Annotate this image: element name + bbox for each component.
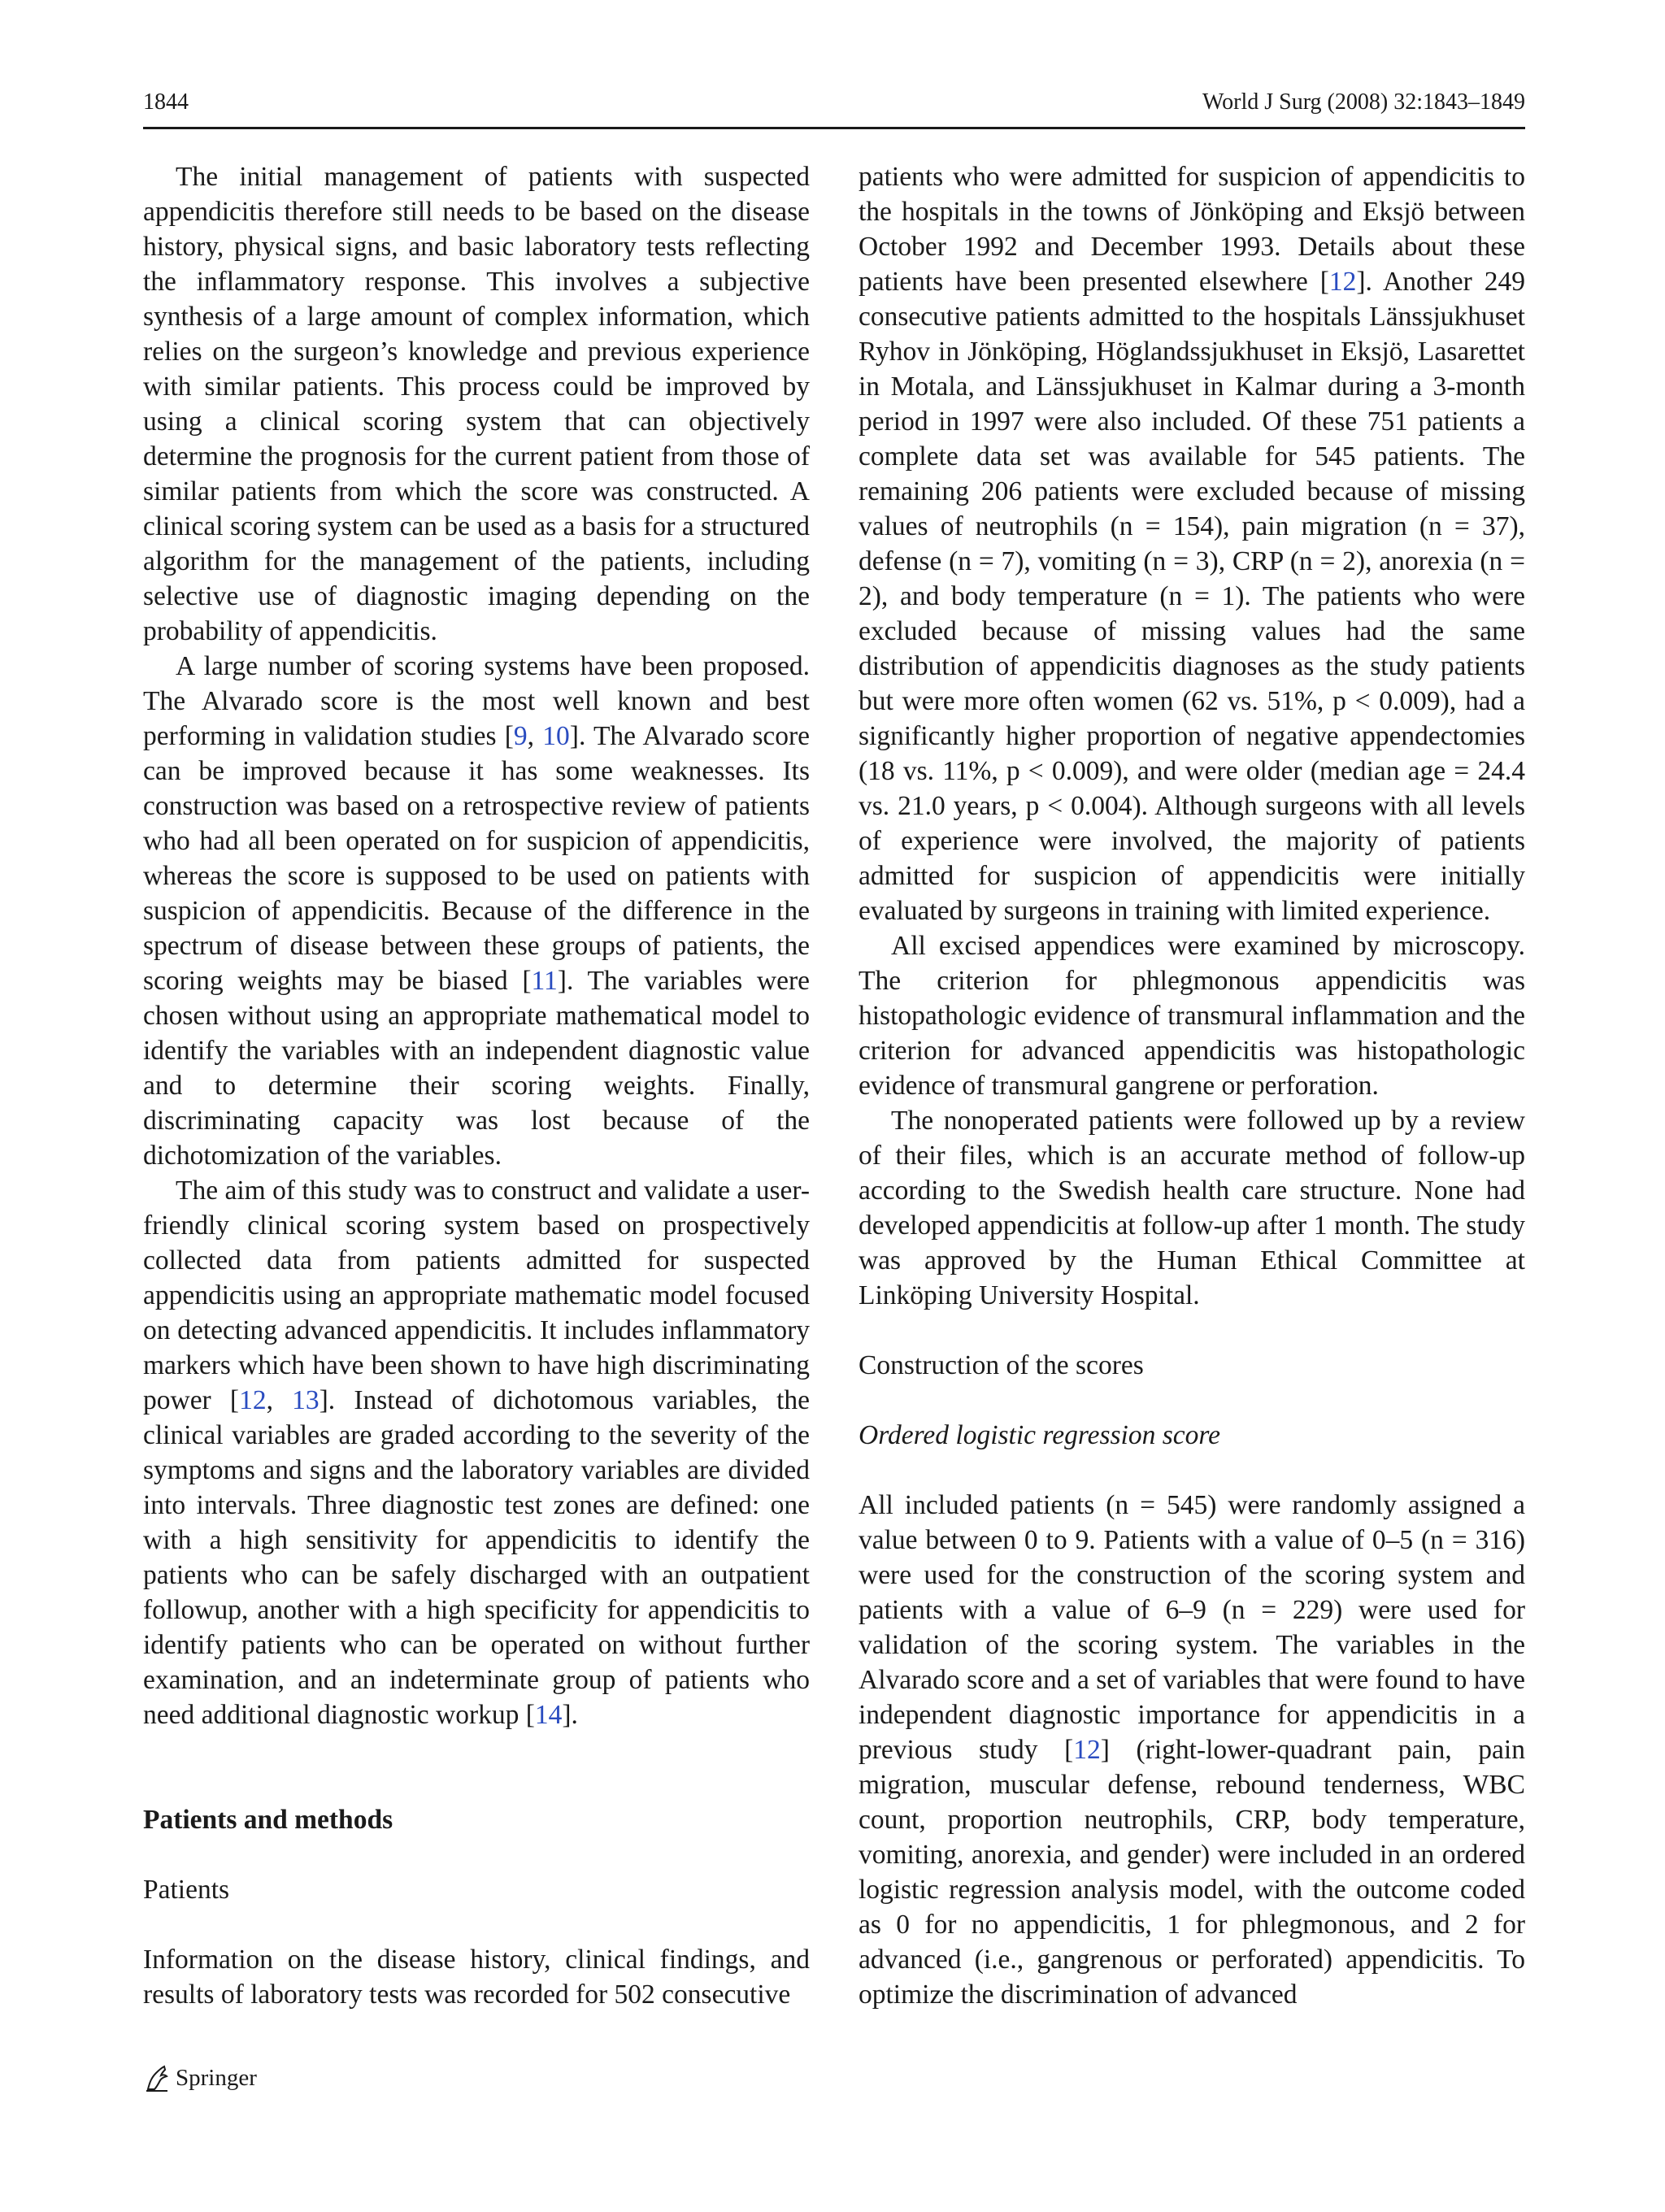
subsection-heading: Construction of the scores [859,1350,1144,1380]
citation-link[interactable]: 12 [1328,267,1357,297]
section-heading: Patients and methods [143,1805,393,1835]
paragraph: A large number of scoring systems have been proposed. The Alvarado score is the most well known and best performing in validation studies [9, 10]. The Alvarado score can be improved because it has some weaknesses. Its construction was based on a retrospective review of patients who had all been operated on for suspicion of appendicitis, whereas the score is supposed to be used on patients with suspicion of appendicitis. Because of the difference in the spectrum of disease between these groups of patients, the scoring weights may be biased [11]. The variables were chosen without using an appropriate mathematical model to identify the variables with an independent diagnostic value and to determine their scoring weights. Finally, discriminating capacity was lost because of the dichotomization of the variables. [143,651,811,1171]
page-footer [143,2062,257,2094]
citation-link[interactable]: 9 [513,721,528,751]
paragraph: The nonoperated patients were followed up by a review of their files, which is an accurate method of follow-up according to the Swedish health care structure. None had developed appendicitis at follow-up after 1 month. The study was approved by the Human Ethical Committee at Linköping University Hospital. [859,1106,1525,1310]
page-header [143,85,1525,129]
citation-link[interactable]: 12 [1073,1735,1101,1765]
paragraph: patients who were admitted for suspicion of appendicitis to the hospitals in the towns of Jönköping and Eksjö between October 1992 and December 1993. Details about these patients have been presented elsewhere [12]. Another 249 consecutive patients admitted to the hospitals Länssjukhuset Ryhov in Jönköping, Höglandssjukhuset in Eksjö, Lasarettet in Motala, and Länssjukhuset in Kalmar during a 3-month period in 1997 were also included. Of these 751 patients a complete data set was available for 545 patients. The remaining 206 patients were excluded because of missing values of neutrophils (n = 154), pain migration (n = 37), defense (n = 7), vomiting (n = 3), CRP (n = 2), anorexia (n = 2), and body temperature (n = 1). The patients who were excluded because of missing values had the same distribution of appendicitis diagnoses as the study patients but were more often women (62 vs. 51%, p < 0.009), had a significantly higher proportion of negative appendectomies (18 vs. 11%, p < 0.009), and were older (median age = 24.4 vs. 21.0 years, p < 0.004). Although surgeons with all levels of experience were involved, the majority of patients admitted for suspicion of appendicitis were initially evaluated by surgeons in training with limited experience. [859,162,1525,926]
left-column [143,159,810,2012]
springer-horse-icon [143,2063,171,2092]
citation-link[interactable]: 13 [292,1385,320,1415]
paragraph: Information on the disease history, clinical findings, and results of laboratory tests was recorded for 502 consecutive [143,1945,810,2010]
paragraph: The initial management of patients with suspected appendicitis therefore still needs to be based on the disease history, physical signs, and basic laboratory tests reflecting the inflammatory response. This involves a subjective synthesis of a large amount of complex information, which relies on the surgeon’s knowledge and previous experience with similar patients. This process could be improved by using a clinical scoring system that can objectively determine the prognosis for the current patient from those of similar patients from which the score was constructed. A clinical scoring system can be used as a basis for a structured algorithm for the management of the patients, including selective use of diagnostic imaging depending on the probability of appendicitis. [143,162,810,646]
running-head: World J Surg (2008) 32:1843–1849 [1202,89,1525,115]
publisher-name: Springer [176,2064,257,2091]
subsection-heading: Patients [143,1875,230,1905]
paragraph: All excised appendices were examined by microscopy. The criterion for phlegmonous appendicitis was histopathologic evidence of transmural inflammation and the criterion for advanced appendicitis was histopathologic evidence of transmural gangrene or perforation. [859,931,1525,1101]
right-column [859,159,1525,2012]
paragraph: All included patients (n = 545) were randomly assigned a value between 0 to 9. Patients with a value of 0–5 (n = 316) were used for the construction of the scoring system and patients with a value of 6–9 (n = 229) were used for validation of the scoring system. The variables in the Alvarado score and a set of variables that were found to have independent diagnostic importance for appendicitis in a previous study [12] (right-lower-quadrant pain, pain migration, muscular defense, rebound tenderness, WBC count, proportion neutrophils, CRP, body temperature, vomiting, anorexia, and gender) were included in an ordered logistic regression analysis model, with the outcome coded as 0 for no appendicitis, 1 for phlegmonous, and 2 for advanced (i.e., gangrenous or perforated) appendicitis. To optimize the discrimination of advanced [859,1490,1525,2010]
paragraph: The aim of this study was to construct and validate a user-friendly clinical scoring system based on prospectively collected data from patients admitted for suspected appendicitis using an appropriate mathematic model focused on detecting advanced appendicitis. It includes inflammatory markers which have been shown to have high discriminating power [12, 13]. Instead of dichotomous variables, the clinical variables are graded according to the severity of the symptoms and signs and the laboratory variables are divided into intervals. Three diagnostic test zones are defined: one with a high sensitivity for appendicitis to identify the patients who can be safely discharged with an outpatient followup, another with a high specificity for appendicitis to identify patients who can be operated on without further examination, and an indeterminate group of patients who need additional diagnostic workup [14]. [143,1176,811,1730]
citation-link[interactable]: 14 [534,1700,563,1730]
citation-link[interactable]: 10 [542,721,570,751]
citation-link[interactable]: 12 [239,1385,267,1415]
page-number: 1844 [143,89,189,115]
subsubsection-heading: Ordered logistic regression score [859,1420,1221,1450]
citation-link[interactable]: 11 [531,966,558,996]
